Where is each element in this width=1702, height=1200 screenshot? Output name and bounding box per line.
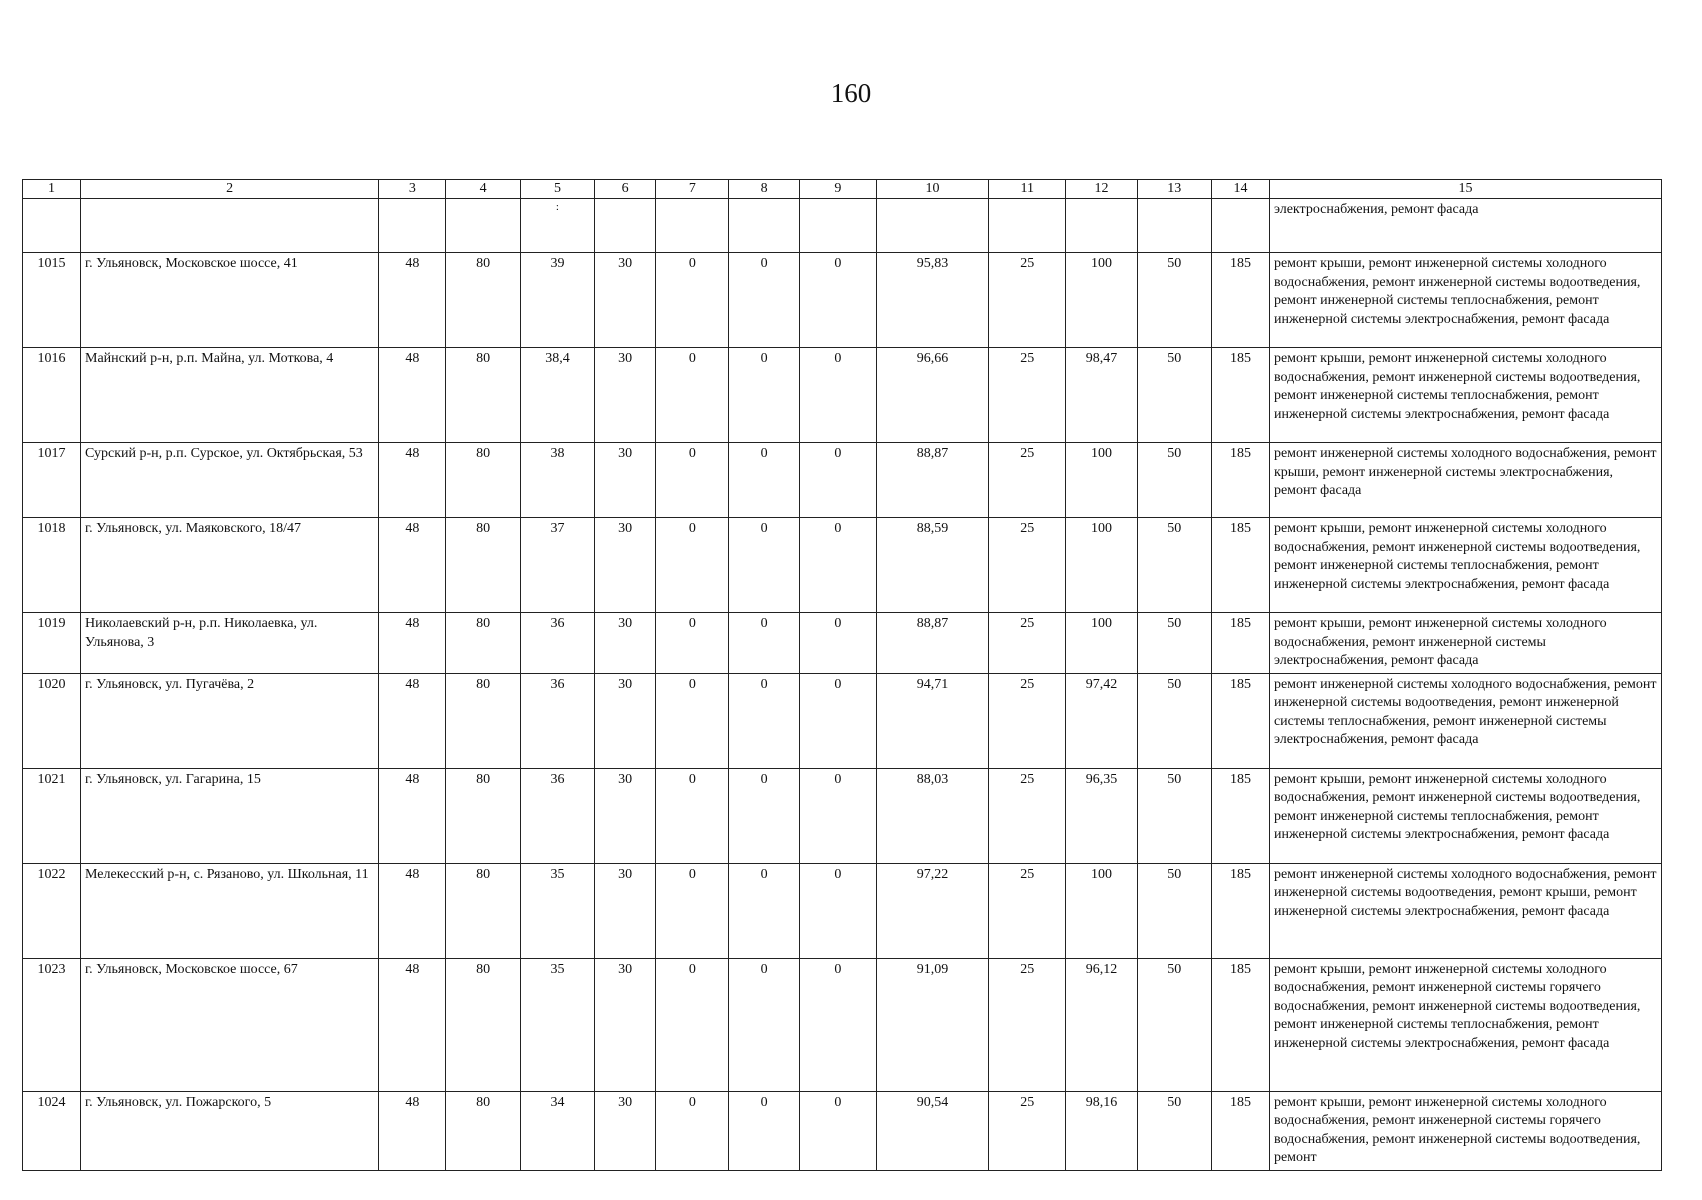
col6-cell: 30 — [595, 613, 656, 674]
col3-cell: 48 — [379, 673, 446, 768]
address-cell: Майнский р-н, р.п. Майна, ул. Моткова, 4 — [81, 348, 379, 443]
stray-mark: : — [520, 199, 594, 253]
col9-cell: 0 — [799, 253, 876, 348]
col13-cell: 50 — [1137, 348, 1211, 443]
row-number: 1023 — [23, 958, 81, 1091]
column-number: 14 — [1211, 180, 1269, 199]
col6-cell: 30 — [595, 443, 656, 518]
works-cell: ремонт инженерной системы холодного водоснабжения, ремонт инженерной системы водоотведения, ремонт инженерной системы теплоснабжения, ремонт инженерной системы электроснабжения, ремонт фасада — [1269, 673, 1661, 768]
col8-cell: 0 — [729, 518, 799, 613]
col3-cell: 48 — [379, 863, 446, 958]
column-number: 3 — [379, 180, 446, 199]
col14-cell: 185 — [1211, 1091, 1269, 1170]
col6-cell: 30 — [595, 1091, 656, 1170]
col10-cell: 88,59 — [877, 518, 989, 613]
col4-cell: 80 — [446, 518, 520, 613]
col11-cell: 25 — [989, 958, 1066, 1091]
table-row — [23, 863, 1662, 958]
col5-cell: 36 — [520, 768, 594, 863]
col13-cell: 50 — [1137, 863, 1211, 958]
row-number: 1016 — [23, 348, 81, 443]
col9-cell: 0 — [799, 958, 876, 1091]
col14-cell: 185 — [1211, 518, 1269, 613]
col4-cell: 80 — [446, 253, 520, 348]
col12-cell: 96,12 — [1066, 958, 1137, 1091]
col6-cell: 30 — [595, 768, 656, 863]
col13-cell: 50 — [1137, 768, 1211, 863]
works-cell: ремонт крыши, ремонт инженерной системы холодного водоснабжения, ремонт инженерной системы водоотведения, ремонт инженерной системы теплоснабжения, ремонт инженерной системы электроснабжения, ремонт фасада — [1269, 518, 1661, 613]
col11-cell: 25 — [989, 348, 1066, 443]
col10-cell: 88,87 — [877, 613, 989, 674]
col6-cell: 30 — [595, 863, 656, 958]
col5-cell: 35 — [520, 958, 594, 1091]
col9-cell: 0 — [799, 443, 876, 518]
col10-cell: 88,03 — [877, 768, 989, 863]
column-number: 1 — [23, 180, 81, 199]
col12-cell: 98,16 — [1066, 1091, 1137, 1170]
col5-cell: 38 — [520, 443, 594, 518]
repair-register-table — [22, 179, 1662, 1171]
table-row — [23, 348, 1662, 443]
col12-cell: 100 — [1066, 443, 1137, 518]
table-row — [23, 768, 1662, 863]
col9-cell: 0 — [799, 1091, 876, 1170]
address-cell: Николаевский р-н, р.п. Николаевка, ул. Ульянова, 3 — [81, 613, 379, 674]
col13-cell: 50 — [1137, 673, 1211, 768]
col9-cell: 0 — [799, 768, 876, 863]
col6-cell: 30 — [595, 348, 656, 443]
works-cell: ремонт крыши, ремонт инженерной системы холодного водоснабжения, ремонт инженерной системы горячего водоснабжения, ремонт инженерной системы водоотведения, ремонт инженерной системы теплоснабжения, ремонт инженерной системы электроснабжения, ремонт фасада — [1269, 958, 1661, 1091]
col3-cell: 48 — [379, 253, 446, 348]
continuation-row — [23, 199, 1662, 253]
col7-cell: 0 — [656, 863, 729, 958]
col12-cell: 98,47 — [1066, 348, 1137, 443]
address-cell: Мелекесский р-н, с. Рязаново, ул. Школьная, 11 — [81, 863, 379, 958]
col4-cell: 80 — [446, 1091, 520, 1170]
col4-cell: 80 — [446, 863, 520, 958]
col5-cell: 37 — [520, 518, 594, 613]
col8-cell: 0 — [729, 958, 799, 1091]
column-number: 6 — [595, 180, 656, 199]
col10-cell: 94,71 — [877, 673, 989, 768]
col8-cell: 0 — [729, 768, 799, 863]
works-continuation: электроснабжения, ремонт фасада — [1269, 199, 1661, 253]
col8-cell: 0 — [729, 253, 799, 348]
col14-cell: 185 — [1211, 768, 1269, 863]
col7-cell: 0 — [656, 348, 729, 443]
col10-cell: 97,22 — [877, 863, 989, 958]
col3-cell: 48 — [379, 768, 446, 863]
col11-cell: 25 — [989, 443, 1066, 518]
works-cell: ремонт крыши, ремонт инженерной системы холодного водоснабжения, ремонт инженерной системы электроснабжения, ремонт фасада — [1269, 613, 1661, 674]
col10-cell: 91,09 — [877, 958, 989, 1091]
address-cell: г. Ульяновск, Московское шоссе, 41 — [81, 253, 379, 348]
row-number: 1020 — [23, 673, 81, 768]
col3-cell: 48 — [379, 1091, 446, 1170]
col14-cell: 185 — [1211, 863, 1269, 958]
col11-cell: 25 — [989, 768, 1066, 863]
col12-cell: 96,35 — [1066, 768, 1137, 863]
col10-cell: 95,83 — [877, 253, 989, 348]
row-number: 1021 — [23, 768, 81, 863]
col14-cell: 185 — [1211, 613, 1269, 674]
col4-cell: 80 — [446, 673, 520, 768]
col13-cell: 50 — [1137, 518, 1211, 613]
col12-cell: 100 — [1066, 863, 1137, 958]
table-row — [23, 673, 1662, 768]
works-cell: ремонт крыши, ремонт инженерной системы холодного водоснабжения, ремонт инженерной системы водоотведения, ремонт инженерной системы теплоснабжения, ремонт инженерной системы электроснабжения, ремонт фасада — [1269, 768, 1661, 863]
row-number: 1015 — [23, 253, 81, 348]
col6-cell: 30 — [595, 673, 656, 768]
row-number: 1017 — [23, 443, 81, 518]
col13-cell: 50 — [1137, 958, 1211, 1091]
table-row — [23, 253, 1662, 348]
address-cell: Сурский р-н, р.п. Сурское, ул. Октябрьская, 53 — [81, 443, 379, 518]
col11-cell: 25 — [989, 518, 1066, 613]
col8-cell: 0 — [729, 1091, 799, 1170]
col13-cell: 50 — [1137, 443, 1211, 518]
column-number: 2 — [81, 180, 379, 199]
column-number: 7 — [656, 180, 729, 199]
works-cell: ремонт крыши, ремонт инженерной системы холодного водоснабжения, ремонт инженерной системы водоотведения, ремонт инженерной системы теплоснабжения, ремонт инженерной системы электроснабжения, ремонт фасада — [1269, 348, 1661, 443]
col14-cell: 185 — [1211, 443, 1269, 518]
col7-cell: 0 — [656, 958, 729, 1091]
col12-cell: 100 — [1066, 518, 1137, 613]
table-row — [23, 613, 1662, 674]
col12-cell: 97,42 — [1066, 673, 1137, 768]
col3-cell: 48 — [379, 518, 446, 613]
col11-cell: 25 — [989, 863, 1066, 958]
col4-cell: 80 — [446, 768, 520, 863]
table-row — [23, 518, 1662, 613]
row-number: 1022 — [23, 863, 81, 958]
table-body — [23, 180, 1662, 1171]
works-cell: ремонт инженерной системы холодного водоснабжения, ремонт крыши, ремонт инженерной системы электроснабжения, ремонт фасада — [1269, 443, 1661, 518]
col5-cell: 38,4 — [520, 348, 594, 443]
col8-cell: 0 — [729, 613, 799, 674]
page-number: 160 — [830, 78, 872, 108]
col8-cell: 0 — [729, 443, 799, 518]
col9-cell: 0 — [799, 673, 876, 768]
column-number: 13 — [1137, 180, 1211, 199]
works-cell: ремонт крыши, ремонт инженерной системы холодного водоснабжения, ремонт инженерной системы водоотведения, ремонт инженерной системы теплоснабжения, ремонт инженерной системы электроснабжения, ремонт фасада — [1269, 253, 1661, 348]
col4-cell: 80 — [446, 443, 520, 518]
address-cell: г. Ульяновск, ул. Гагарина, 15 — [81, 768, 379, 863]
col3-cell: 48 — [379, 348, 446, 443]
row-number: 1018 — [23, 518, 81, 613]
col6-cell: 30 — [595, 253, 656, 348]
address-cell: г. Ульяновск, Московское шоссе, 67 — [81, 958, 379, 1091]
col4-cell: 80 — [446, 348, 520, 443]
col11-cell: 25 — [989, 613, 1066, 674]
col10-cell: 90,54 — [877, 1091, 989, 1170]
col5-cell: 39 — [520, 253, 594, 348]
column-number: 10 — [877, 180, 989, 199]
col5-cell: 35 — [520, 863, 594, 958]
col9-cell: 0 — [799, 348, 876, 443]
works-cell: ремонт крыши, ремонт инженерной системы холодного водоснабжения, ремонт инженерной системы горячего водоснабжения, ремонт инженерной системы водоотведения, ремонт — [1269, 1091, 1661, 1170]
column-number: 4 — [446, 180, 520, 199]
col13-cell: 50 — [1137, 253, 1211, 348]
col9-cell: 0 — [799, 613, 876, 674]
col14-cell: 185 — [1211, 673, 1269, 768]
col6-cell: 30 — [595, 518, 656, 613]
col13-cell: 50 — [1137, 613, 1211, 674]
col6-cell: 30 — [595, 958, 656, 1091]
column-number-row — [23, 180, 1662, 199]
col13-cell: 50 — [1137, 1091, 1211, 1170]
col7-cell: 0 — [656, 768, 729, 863]
col8-cell: 0 — [729, 673, 799, 768]
column-number: 5 — [520, 180, 594, 199]
col7-cell: 0 — [656, 673, 729, 768]
col3-cell: 48 — [379, 613, 446, 674]
address-cell: г. Ульяновск, ул. Пожарского, 5 — [81, 1091, 379, 1170]
col5-cell: 34 — [520, 1091, 594, 1170]
col11-cell: 25 — [989, 673, 1066, 768]
col7-cell: 0 — [656, 443, 729, 518]
col7-cell: 0 — [656, 253, 729, 348]
col9-cell: 0 — [799, 518, 876, 613]
column-number: 9 — [799, 180, 876, 199]
table-row — [23, 443, 1662, 518]
col5-cell: 36 — [520, 673, 594, 768]
col14-cell: 185 — [1211, 958, 1269, 1091]
works-cell: ремонт инженерной системы холодного водоснабжения, ремонт инженерной системы водоотведения, ремонт крыши, ремонт инженерной системы электроснабжения, ремонт фасада — [1269, 863, 1661, 958]
table-row — [23, 1091, 1662, 1170]
col12-cell: 100 — [1066, 253, 1137, 348]
col8-cell: 0 — [729, 348, 799, 443]
col5-cell: 36 — [520, 613, 594, 674]
row-number: 1024 — [23, 1091, 81, 1170]
column-number: 11 — [989, 180, 1066, 199]
col11-cell: 25 — [989, 1091, 1066, 1170]
col8-cell: 0 — [729, 863, 799, 958]
col3-cell: 48 — [379, 443, 446, 518]
address-cell: г. Ульяновск, ул. Маяковского, 18/47 — [81, 518, 379, 613]
column-number: 15 — [1269, 180, 1661, 199]
address-cell: г. Ульяновск, ул. Пугачёва, 2 — [81, 673, 379, 768]
col14-cell: 185 — [1211, 348, 1269, 443]
col10-cell: 88,87 — [877, 443, 989, 518]
col7-cell: 0 — [656, 518, 729, 613]
col7-cell: 0 — [656, 613, 729, 674]
col7-cell: 0 — [656, 1091, 729, 1170]
col11-cell: 25 — [989, 253, 1066, 348]
col3-cell: 48 — [379, 958, 446, 1091]
col14-cell: 185 — [1211, 253, 1269, 348]
col4-cell: 80 — [446, 613, 520, 674]
col4-cell: 80 — [446, 958, 520, 1091]
col12-cell: 100 — [1066, 613, 1137, 674]
column-number: 12 — [1066, 180, 1137, 199]
row-number: 1019 — [23, 613, 81, 674]
col10-cell: 96,66 — [877, 348, 989, 443]
table-row — [23, 958, 1662, 1091]
column-number: 8 — [729, 180, 799, 199]
col9-cell: 0 — [799, 863, 876, 958]
